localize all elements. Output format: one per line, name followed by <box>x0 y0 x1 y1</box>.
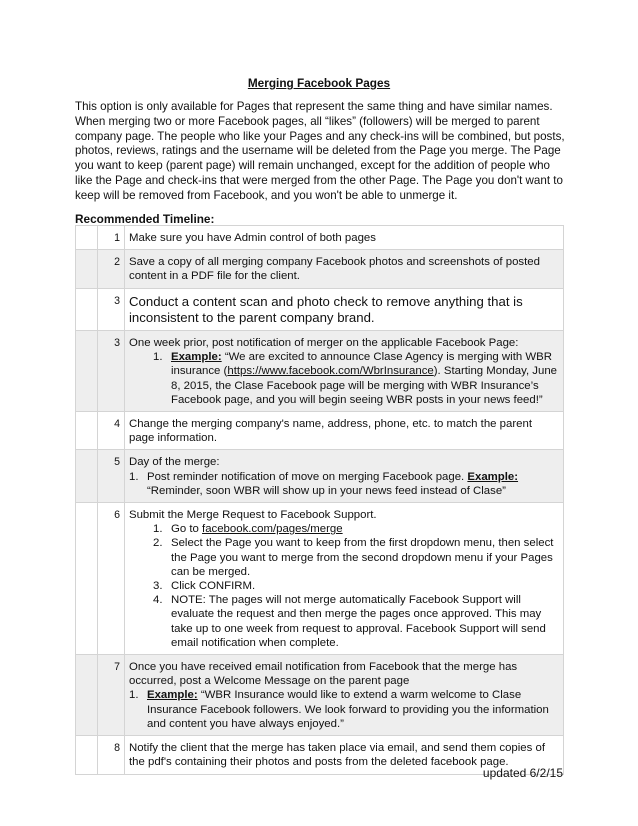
row-content <box>125 450 564 503</box>
sub-item-text: Select the Page you want to keep from the first dropdown menu, then select the Page you want to merge from the second dropdown menu if your Pages can be merged. <box>171 537 554 578</box>
row-number: 7 <box>98 655 125 736</box>
row-content: Make sure you have Admin control of both pages <box>125 226 564 250</box>
sub-item-number: 4. <box>153 594 163 607</box>
row-content: Save a copy of all merging company Facebook photos and screenshots of posted content in a PDF file for the client. <box>125 250 564 288</box>
row-spacer <box>76 655 98 736</box>
sub-list <box>129 350 557 407</box>
row-content: Notify the client that the merge has taken place via email, and send them copies of the pdf's containing their photos and posts from the deleted facebook page. <box>125 736 564 774</box>
row-spacer <box>76 288 98 330</box>
row-number: 3 <box>98 288 125 330</box>
row-content: Conduct a content scan and photo check to remove anything that is inconsistent to the parent company brand. <box>125 288 564 330</box>
row-text: Day of the merge: <box>129 456 220 469</box>
intro-paragraph: This option is only available for Pages that represent the same thing and have similar names. When merging two or more Facebook pages, all “likes” (followers) will be merged to parent company page. The people who like your Pages and any check-ins will be combined, but posts, photos, reviews, ratings and the username will be deleted from the Page you merge. The Page you want to keep (parent page) will remain unchanged, except for the addition of people who like the Page and check-ins that were merged from the other Page. The Page you don't want to keep will be removed from Facebook, and you won't be able to unmerge it. <box>75 100 565 202</box>
row-spacer <box>76 412 98 450</box>
updated-date: updated 6/2/15 <box>482 766 563 780</box>
sub-item-text: “Reminder, soon WBR will show up in your news feed instead of Clase” <box>147 484 506 497</box>
sub-item-number: 1. <box>129 470 139 483</box>
sub-list-item <box>153 579 557 593</box>
timeline-row <box>76 503 564 655</box>
example-label: Example: <box>147 689 198 702</box>
sub-list-item <box>129 688 557 731</box>
sub-list-item <box>153 522 557 536</box>
sub-item-text: Click CONFIRM. <box>171 580 256 593</box>
row-spacer <box>76 226 98 250</box>
row-text: Submit the Merge Request to Facebook Support. <box>129 509 377 522</box>
sub-item-number: 1. <box>153 351 163 364</box>
timeline-heading: Recommended Timeline: <box>75 212 215 226</box>
sub-list-item <box>153 350 557 407</box>
row-number: 8 <box>98 736 125 774</box>
example-label: Example: <box>467 470 519 483</box>
row-text: Once you have received email notification from Facebook that the merge has occurred, post a Welcome Message on the parent page <box>129 661 518 688</box>
sub-item-text: Post reminder notification of move on merging Facebook page. <box>147 470 468 483</box>
sub-item-number: 1. <box>129 689 139 702</box>
sub-item-text: ). Starting Monday, June 8, 2015, the Clase Facebook page will be merging with WBR Insurance’s Facebook page, and you will begin seeing WBR posts in your news feed!” <box>171 365 557 406</box>
sub-item-number: 1. <box>153 523 163 536</box>
row-number: 4 <box>98 412 125 450</box>
sub-item-text: “We are excited to announce Clase Agency is merging with WBR insurance ( <box>171 351 552 378</box>
timeline-row <box>76 450 564 503</box>
row-spacer <box>76 450 98 503</box>
sub-item-text: NOTE: The pages will not merge automatically Facebook Support will evaluate the request and then merge the pages once approved. This may take up to one week from request to approval. Facebook Support will send email notification when complete. <box>171 594 546 649</box>
sub-list <box>129 522 557 650</box>
timeline-row <box>76 655 564 736</box>
sub-list-item <box>129 470 557 498</box>
row-content <box>125 503 564 655</box>
merge-page-link[interactable]: facebook.com/pages/merge <box>202 523 343 536</box>
timeline-row <box>76 331 564 412</box>
row-spacer <box>76 736 98 774</box>
timeline-row <box>76 226 564 250</box>
sub-item-number: 3. <box>153 580 163 593</box>
facebook-page-link[interactable]: https://www.facebook.com/WbrInsurance <box>227 365 434 378</box>
row-content <box>125 655 564 736</box>
sub-list <box>129 470 557 498</box>
sub-item-text: Go to <box>171 523 203 536</box>
timeline-table <box>75 225 564 775</box>
row-text: One week prior, post notification of merger on the applicable Facebook Page: <box>129 337 519 350</box>
row-number: 6 <box>98 503 125 655</box>
timeline-row <box>76 412 564 450</box>
row-number: 5 <box>98 450 125 503</box>
row-number: 1 <box>98 226 125 250</box>
timeline-row <box>76 250 564 288</box>
row-number: 2 <box>98 250 125 288</box>
sub-list-item <box>153 536 557 579</box>
sub-item-text: “WBR Insurance would like to extend a warm welcome to Clase Insurance Facebook followers. We look forward to providing you the information and content you have always enjoyed.” <box>147 689 549 730</box>
row-spacer <box>76 503 98 655</box>
sub-list <box>129 688 557 731</box>
row-content: Change the merging company's name, address, phone, etc. to match the parent page information. <box>125 412 564 450</box>
document-title: Merging Facebook Pages <box>247 76 391 90</box>
row-spacer <box>76 250 98 288</box>
row-content <box>125 331 564 412</box>
sub-list-item <box>153 593 557 650</box>
example-label: Example: <box>171 351 222 364</box>
row-number: 3 <box>98 331 125 412</box>
sub-item-number: 2. <box>153 537 163 550</box>
row-spacer <box>76 331 98 412</box>
timeline-row <box>76 288 564 330</box>
